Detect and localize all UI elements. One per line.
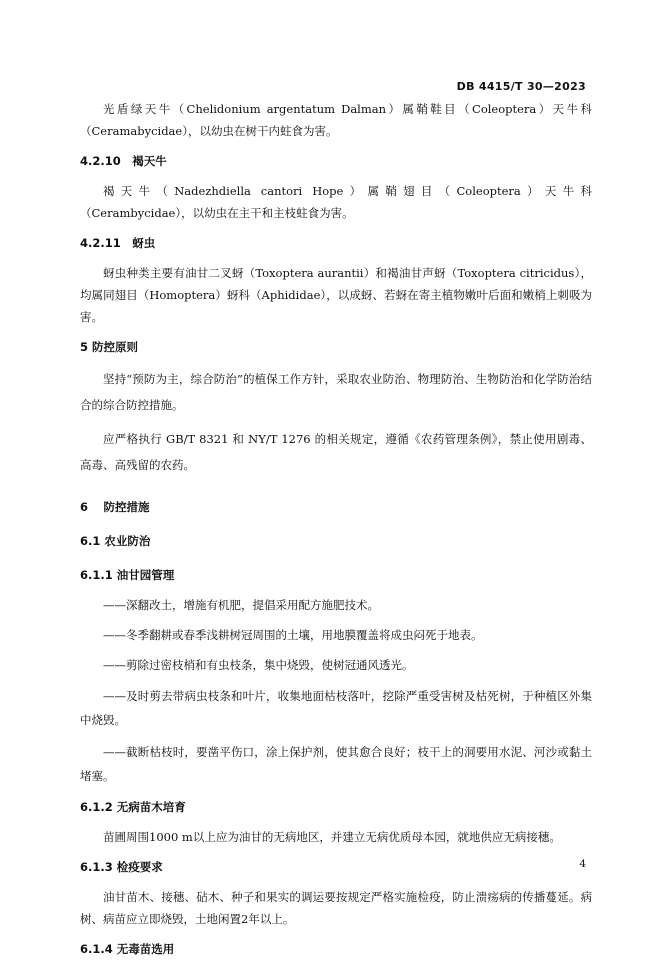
list-item-cut-branches: ——截断枯枝时，要凿平伤口，涂上保护剂，使其愈合良好；枝干上的洞要用水泥、河沙或黏土堵塞。 [80, 745, 592, 783]
heading-4-2-10: 4.2.10 褐天牛 [80, 154, 167, 168]
list-item-pruning: ——剪除过密枝梢和有虫枝条，集中烧毁，使树冠通风透光。 [103, 658, 414, 672]
list-item-remove-diseased: ——及时剪去带病虫枝条和叶片，收集地面枯枝落叶，挖除严重受害树及枯死树，于种植区外集中烧毁。 [80, 689, 592, 727]
heading-6-1-2: 6.1.2 无病苗木培育 [80, 800, 186, 814]
list-item-winter-plowing: ——冬季翻耕或春季浅耕树冠周围的土壤，用地膜覆盖将成虫闷死于地表。 [103, 628, 483, 642]
paragraph-principle-1: 坚持“预防为主，综合防治”的植保工作方针，采取农业防治、物理防治、生物防治和化学防治结合的综合防控措施。 [80, 372, 592, 412]
heading-6-1: 6.1 农业防治 [80, 534, 151, 548]
heading-4-2-11: 4.2.11 蚜虫 [80, 236, 156, 250]
heading-5: 5 防控原则 [80, 340, 139, 354]
heading-6-1-1: 6.1.1 油甘园管理 [80, 568, 175, 582]
paragraph-principle-2: 应严格执行 GB/T 8321 和 NY/T 1276 的相关规定，遵循《农药管理条例》，禁止使用剧毒、高毒、高残留的农药。 [80, 432, 592, 472]
heading-6-1-4: 6.1.4 无毒苗选用 [80, 942, 175, 956]
paragraph-chelidonium: 光盾绿天牛（Chelidonium argentatum Dalman）属鞘鞋目（Coleoptera）天牛科（Ceramabycidae），以幼虫在树干内蛀食为害。 [80, 102, 592, 138]
list-item-deep-plowing: ——深翻改土，增施有机肥，提倡采用配方施肥技术。 [103, 598, 379, 612]
paragraph-nadezhdiella: 褐天牛（Nadezhdiella cantori Hope）属鞘翅目（Coleoptera）天牛科（Cerambycidae），以幼虫在主干和主枝蛀食为害。 [80, 184, 592, 220]
page-number: 4 [579, 858, 586, 870]
paragraph-nursery: 苗圃周围1000 m以上应为油甘的无病地区，并建立无病优质母本园，就地供应无病接穗。 [103, 830, 561, 844]
document-id: DB 4415/T 30—2023 [456, 80, 586, 93]
paragraph-aphid: 蚜虫种类主要有油甘二叉蚜（Toxoptera aurantii）和褐油甘声蚜（Toxoptera citricidus），均属同翅目（Homoptera）蚜科（Aphididae），以成蚜、若蚜在寄主植物嫩叶后面和嫩梢上刺吸为害。 [80, 266, 592, 324]
heading-6: 6 防控措施 [80, 500, 150, 514]
paragraph-quarantine: 油甘苗木、接穗、砧木、种子和果实的调运要按规定严格实施检疫，防止溃疡病的传播蔓延。病树、病苗应立即烧毁，土地闲置2年以上。 [80, 890, 592, 926]
document-body [80, 98, 592, 960]
heading-6-1-3: 6.1.3 检疫要求 [80, 860, 163, 874]
